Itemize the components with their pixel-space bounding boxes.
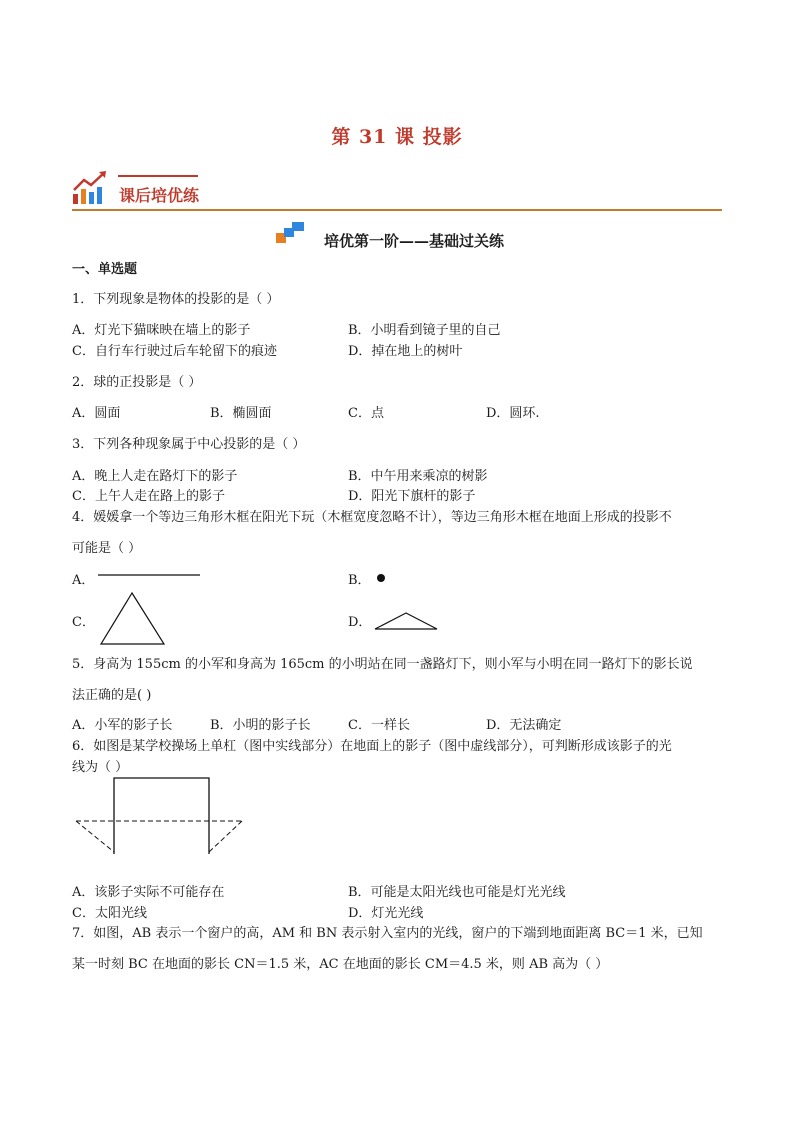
question-1-stem: 1．下列现象是物体的投影的是（ ） bbox=[72, 292, 280, 307]
q3-option-b: B．中午用来乘凉的树影 bbox=[348, 469, 488, 484]
q3-option-d: D．阳光下旗杆的影子 bbox=[348, 489, 476, 504]
q2-option-a: A．圆面 bbox=[72, 406, 121, 421]
q4-dot-figure bbox=[374, 571, 388, 585]
q2-option-b: B．椭圆面 bbox=[210, 406, 272, 421]
q5-option-d: D．无法确定 bbox=[486, 718, 562, 733]
q6-option-d: D．灯光光线 bbox=[348, 906, 424, 921]
q1-option-c: C．自行车行驶过后车轮留下的痕迹 bbox=[72, 344, 277, 359]
q4-option-c: C． bbox=[72, 615, 95, 630]
q5-option-a: A．小军的影子长 bbox=[72, 718, 173, 733]
q3-option-a: A．晚上人走在路灯下的影子 bbox=[72, 469, 238, 484]
question-6-stem-line2: 线为（ ） bbox=[72, 760, 129, 775]
q6-horizontal-bar-shadow-figure bbox=[72, 776, 248, 858]
q6-option-b: B．可能是太阳光线也可能是灯光光线 bbox=[348, 885, 566, 900]
stage-title bbox=[0, 230, 794, 251]
q5-option-b: B．小明的影子长 bbox=[210, 718, 311, 733]
section-divider bbox=[72, 209, 722, 211]
q4-option-a: A． bbox=[72, 573, 95, 588]
question-6-stem-line1: 6．如图是某学校操场上单杠（图中实线部分）在地面上的影子（图中虚线部分），可判断形成该影子的光 bbox=[72, 739, 672, 754]
question-7-stem-line2: 某一时刻 BC 在地面的影长 CN＝1.5 米，AC 在地面的影长 CM＝4.5 米，则 AB 高为（ ） bbox=[72, 957, 609, 972]
q5-option-c: C．一样长 bbox=[348, 718, 410, 733]
page-title: 第 31 课 投影 bbox=[331, 126, 463, 148]
section-top-rule bbox=[118, 175, 198, 177]
section-label: 课后培优练 bbox=[119, 186, 200, 205]
question-4-stem-line2: 可能是（ ） bbox=[72, 541, 142, 556]
q6-option-a: A．该影子实际不可能存在 bbox=[72, 885, 225, 900]
growth-chart-icon bbox=[72, 170, 108, 206]
question-5-stem-line2: 法正确的是( ) bbox=[72, 688, 152, 703]
part-heading: 一、单选题 bbox=[72, 262, 138, 277]
question-7-stem-line1: 7．如图，AB 表示一个窗户的高，AM 和 BN 表示射入室内的光线，窗户的下端到地面距离 BC＝1 米，已知 bbox=[72, 926, 703, 941]
question-3-stem: 3．下列各种现象属于中心投影的是（ ） bbox=[72, 437, 306, 452]
q1-option-d: D．掉在地上的树叶 bbox=[348, 344, 463, 359]
stage-title-text: 培优第一阶——基础过关练 bbox=[323, 232, 504, 250]
q4-equilateral-triangle-figure bbox=[99, 591, 167, 647]
q2-option-d: D．圆环. bbox=[486, 406, 540, 421]
q1-option-a: A．灯光下猫咪映在墙上的影子 bbox=[72, 323, 251, 338]
question-5-stem-line1: 5．身高为 155cm 的小军和身高为 165cm 的小明站在同一盏路灯下，则小军与小明在同一路灯下的影长说 bbox=[72, 657, 693, 672]
q2-option-c: C．点 bbox=[348, 406, 384, 421]
question-4-stem-line1: 4．媛媛拿一个等边三角形木框在阳光下玩（木框宽度忽略不计），等边三角形木框在地面上形成的投影不 bbox=[72, 510, 672, 525]
q4-option-b: B． bbox=[348, 573, 371, 588]
q1-option-b: B．小明看到镜子里的自己 bbox=[348, 323, 501, 338]
q6-option-c: C．太阳光线 bbox=[72, 906, 147, 921]
q4-segment-figure bbox=[96, 568, 202, 582]
q4-obtuse-triangle-figure bbox=[372, 610, 440, 632]
q4-option-d: D． bbox=[348, 615, 372, 630]
q3-option-c: C．上午人走在路上的影子 bbox=[72, 489, 225, 504]
question-2-stem: 2．球的正投影是（ ） bbox=[72, 375, 202, 390]
